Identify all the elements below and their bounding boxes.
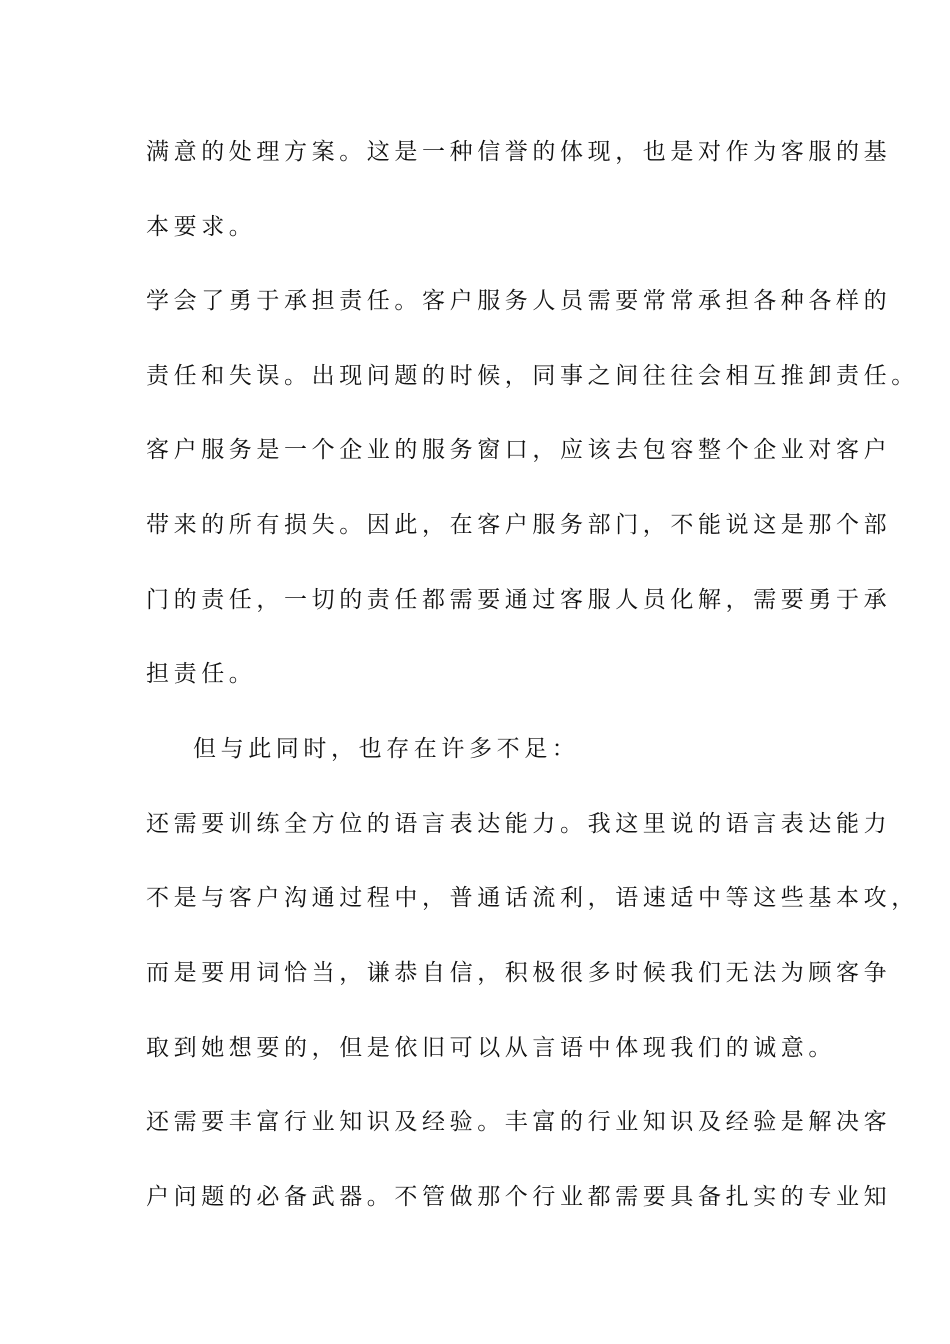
text-line: 还需要丰富行业知识及经验。丰富的行业知识及经验是解决客 — [146, 1109, 892, 1135]
text-line: 担责任。 — [146, 661, 257, 687]
text-line: 带来的所有损失。因此，在客户服务部门，不能说这是那个部 — [146, 512, 892, 538]
text-line: 学会了勇于承担责任。客户服务人员需要常常承担各种各样的 — [146, 288, 892, 314]
text-line: 门的责任，一切的责任都需要通过客服人员化解，需要勇于承 — [146, 587, 892, 613]
text-line: 本要求。 — [146, 214, 257, 240]
text-line: 户问题的必备武器。不管做那个行业都需要具备扎实的专业知 — [146, 1184, 892, 1210]
text-line: 不是与客户沟通过程中，普通话流利，语速适中等这些基本攻， — [146, 885, 919, 911]
text-line: 责任和失误。出现问题的时候，同事之间往往会相互推卸责任。 — [146, 363, 919, 389]
text-line: 客户服务是一个企业的服务窗口，应该去包容整个企业对客户 — [146, 437, 892, 463]
text-line-indented: 但与此同时，也存在许多不足： — [193, 736, 580, 762]
text-line: 还需要训练全方位的语言表达能力。我这里说的语言表达能力 — [146, 811, 892, 837]
text-line: 满意的处理方案。这是一种信誉的体现，也是对作为客服的基 — [146, 139, 892, 165]
text-line: 取到她想要的，但是依旧可以从言语中体现我们的诚意。 — [146, 1035, 836, 1061]
text-line: 而是要用词恰当，谦恭自信，积极很多时候我们无法为顾客争 — [146, 960, 892, 986]
